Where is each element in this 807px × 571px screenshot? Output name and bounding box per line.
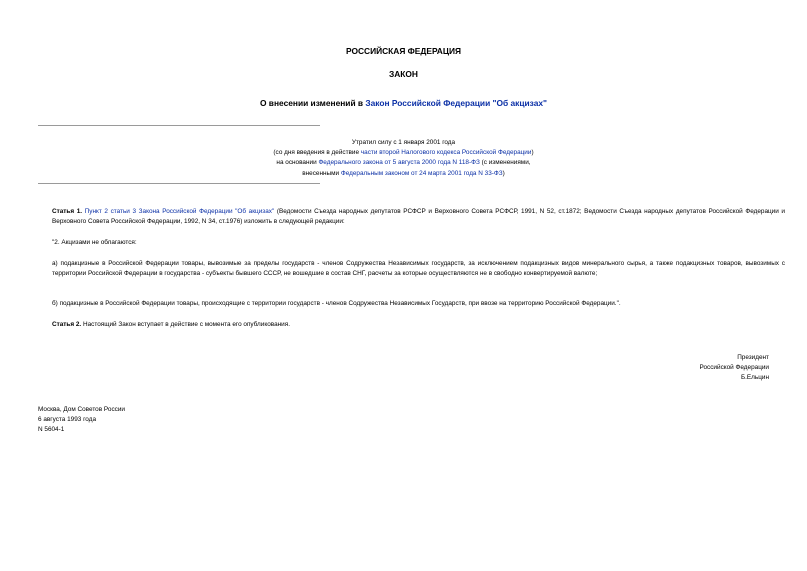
note-text: на основании [276, 159, 319, 167]
subtitle-prefix: О внесении изменений в [259, 98, 366, 108]
federal-law-118-link[interactable]: Федерального закона от 5 августа 2000 года N 118-ФЗ [318, 159, 480, 167]
status-note-line [0, 148, 807, 158]
country-heading: РОССИЙСКАЯ ФЕДЕРАЦИЯ [345, 46, 462, 56]
document-type-heading: ЗАКОН [389, 69, 418, 79]
note-text: (со дня введения в действие [273, 149, 361, 157]
law-subtitle [0, 98, 807, 108]
article-1-text: (Ведомости Съезда народных депутатов РСФСР и Верховного Совета РСФСР, 1991, N 52, ст.1872; Ведомости Съезда народных депутатов Российской Федерации и Верховного Совета Российской Федерации, 1992, N 34, ст.1976) изложить в следующей редакции: [52, 208, 785, 225]
article-1-link[interactable]: Пункт 2 статьи 3 Закона Российской Федерации "Об акцизах" [84, 208, 275, 215]
divider-top [38, 125, 320, 126]
note-text: ) [531, 149, 534, 157]
article-1 [38, 207, 785, 227]
article-2-text: Настоящий Закон вступает в действие с момента его опубликования. [81, 321, 290, 328]
tax-code-link[interactable]: части второй Налогового кодекса Российской Федерации [360, 149, 532, 157]
note-text: (с изменениями, [479, 159, 531, 167]
signature-line: Президент [737, 354, 769, 361]
signature-block [700, 353, 770, 384]
status-note-line [0, 158, 807, 168]
place-date-block [38, 405, 125, 436]
status-note-line: Утратил силу с 1 января 2001 года [351, 139, 456, 146]
date-line: 6 августа 1993 года [38, 416, 96, 424]
note-text: ) [502, 169, 505, 177]
signature-line: Б.Ельцин [740, 374, 769, 382]
divider-bottom [38, 183, 320, 184]
article-2 [38, 320, 785, 330]
signature-line: Российской Федерации [699, 364, 769, 372]
number-line: N 5604-1 [38, 426, 65, 434]
place-line: Москва, Дом Советов России [38, 406, 125, 413]
federal-law-33-link[interactable]: Федеральным законом от 24 марта 2001 года N 33-ФЗ [340, 169, 503, 177]
note-text: внесенными [302, 169, 341, 177]
subtitle-law-link[interactable]: Закон Российской Федерации "Об акцизах" [365, 98, 548, 108]
article-1-label: Статья 1. [52, 208, 83, 215]
item-b: б) подакцизные в Российской Федерации товары, происходящие с территории государств - членов Содружества Независимых Государств, при ввозе на территорию Российской Федерации.". [52, 300, 621, 307]
article-2-label: Статья 2. [52, 321, 82, 328]
status-note [0, 138, 807, 179]
status-note-line [0, 169, 807, 179]
quote-intro: "2. Акцизами не облагаются: [52, 239, 137, 246]
item-a: а) подакцизные в Российской Федерации товары, вывозимые за пределы государств - членов Содружества Независимых государств, за исключением подакцизных видов минерального сырья, а также подакцизных товаров, вывозимых с территории Российской Федерации в государства - субъекты бывшего СССР, не вошедшие в состав СНГ, расчеты за которые осуществляются не в свободно конвертируемой валюте; [52, 260, 785, 277]
